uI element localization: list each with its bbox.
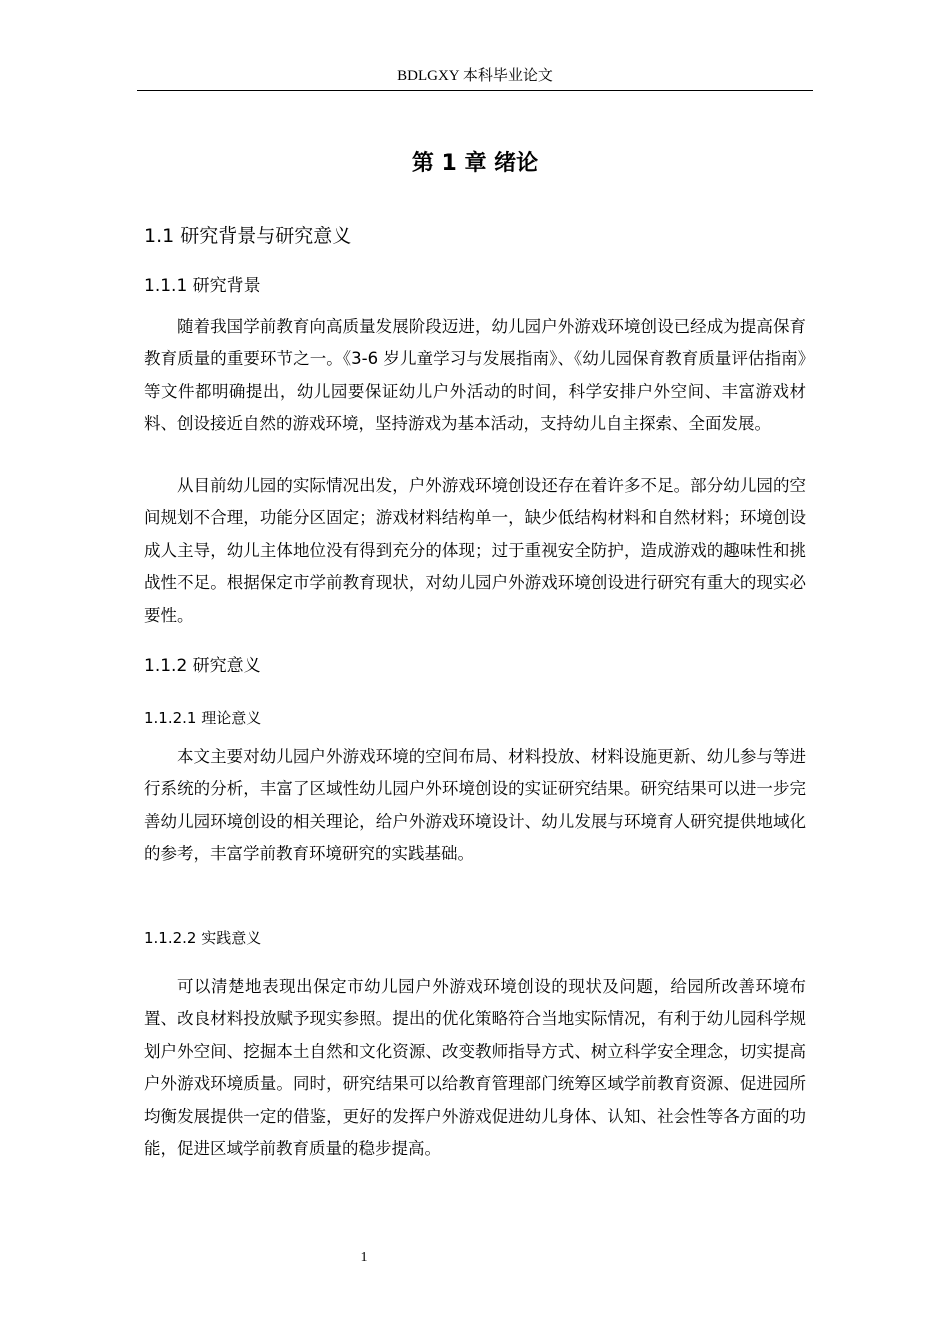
page-number: 1 bbox=[360, 1250, 368, 1265]
running-header-text: BDLGXY 本科毕业论文 bbox=[397, 68, 553, 84]
paragraph-theory: 本文主要对幼儿园户外游戏环境的空间布局、材料投放、材料设施更新、幼儿参与等进行系统的分析，丰富了区域性幼儿园户外环境创设的实证研究结果。研究结果可以进一步完善幼儿园环境创设的相关理论，给户外游戏环境设计、幼儿发展与环境育人研究提供地域化的参考，丰富学前教育环境研究的实践基础。 bbox=[144, 747, 806, 864]
section-heading-1-1-1: 1.1.1 研究背景 bbox=[144, 276, 261, 296]
section-heading-1-1-2-1: 1.1.2.1 理论意义 bbox=[144, 709, 262, 727]
section-heading-1-1-2-2: 1.1.2.2 实践意义 bbox=[144, 929, 262, 947]
running-header bbox=[137, 64, 813, 91]
paragraph-practice: 可以清楚地表现出保定市幼儿园户外游戏环境创设的现状及问题，给园所改善环境布置、改良材料投放赋予现实参照。提出的优化策略符合当地实际情况，有利于幼儿园科学规划户外空间、挖掘本土自然和文化资源、改变教师指导方式、树立科学安全理念，切实提高户外游戏环境质量。同时，研究结果可以给教育管理部门统筹区域学前教育资源、促进园所均衡发展提供一定的借鉴，更好的发挥户外游戏促进幼儿身体、认知、社会性等各方面的功能，促进区域学前教育质量的稳步提高。 bbox=[144, 977, 806, 1159]
paragraph-background-2: 从目前幼儿园的实际情况出发，户外游戏环境创设还存在着许多不足。部分幼儿园的空间规划不合理，功能分区固定；游戏材料结构单一，缺少低结构材料和自然材料；环境创设成人主导，幼儿主体地位没有得到充分的体现；过于重视安全防护，造成游戏的趣味性和挑战性不足。根据保定市学前教育现状，对幼儿园户外游戏环境创设进行研究有重大的现实必要性。 bbox=[144, 476, 806, 625]
paragraph-background-1: 随着我国学前教育向高质量发展阶段迈进，幼儿园户外游戏环境创设已经成为提高保育教育质量的重要环节之一。《3-6 岁儿童学习与发展指南》、《幼儿园保育教育质量评估指南》等文件都明确提出，幼儿园要保证幼儿户外活动的时间，科学安排户外空间、丰富游戏材料、创设接近自然的游戏环境，坚持游戏为基本活动，支持幼儿自主探索、全面发展。 bbox=[144, 317, 806, 434]
section-heading-1-1-2: 1.1.2 研究意义 bbox=[144, 656, 261, 676]
section-heading-1-1: 1.1 研究背景与研究意义 bbox=[144, 225, 352, 247]
chapter-title: 第 1 章 绪论 bbox=[411, 151, 539, 176]
